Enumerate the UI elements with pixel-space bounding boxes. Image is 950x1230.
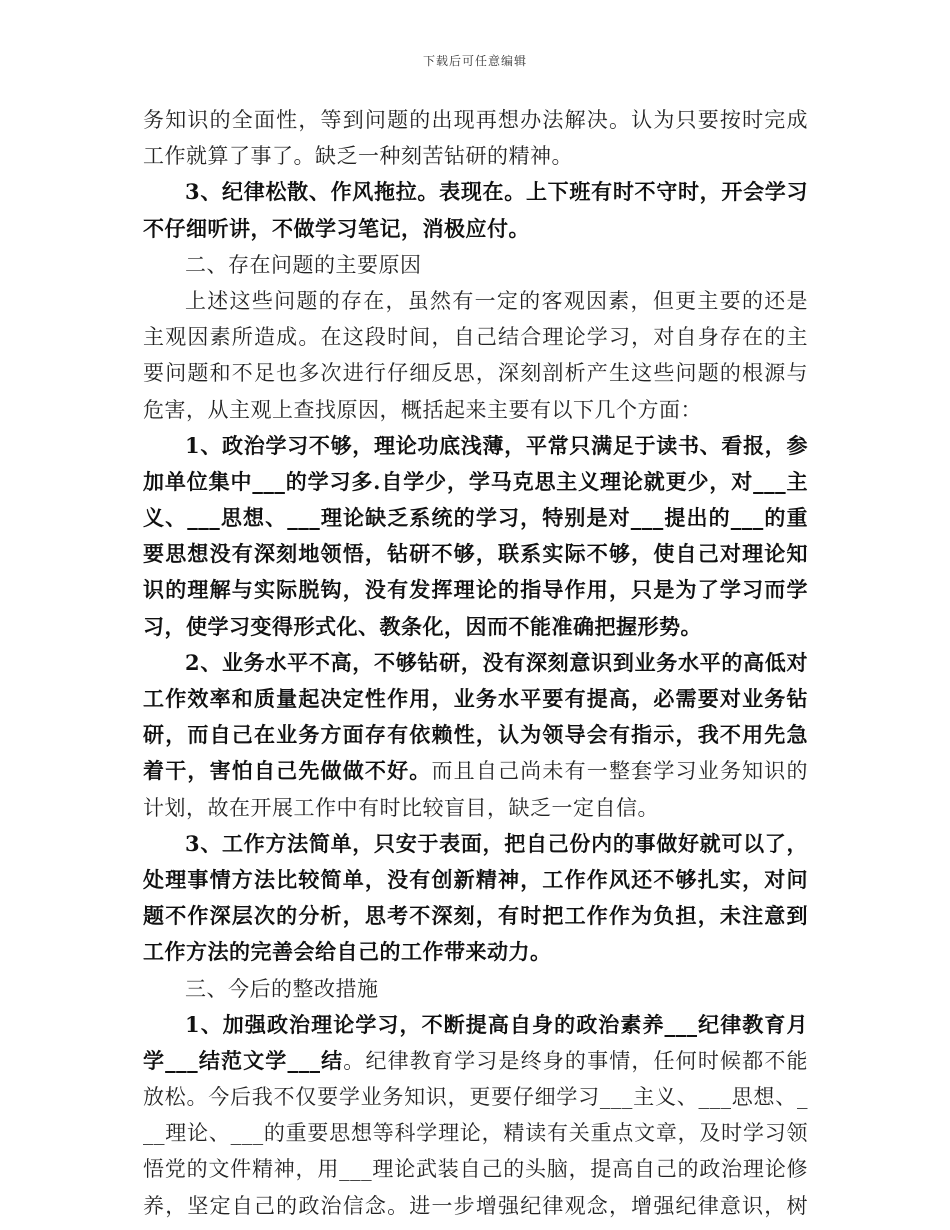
text-line — [143, 826, 808, 862]
text-line — [143, 428, 808, 464]
text-segment: 1、加强政治理论学习，不断提高自身的政治素养___纪律教育月 — [185, 1011, 808, 1037]
text-line — [143, 1043, 808, 1079]
text-segment: 加单位集中___的学习多.自学少，学马克思主义理论就更少，对___主 — [143, 468, 808, 494]
text-line — [143, 1151, 808, 1187]
text-segment: 识的理解与实际脱钩，没有发挥理论的指导作用，只是为了学习而学 — [143, 577, 808, 603]
text-segment: 处理事情方法比较简单，没有创新精神，工作作风还不够扎实，对问 — [143, 866, 808, 892]
text-segment: 要思想没有深刻地领悟，钻研不够，联系实际不够，使自己对理论知 — [143, 541, 808, 567]
text-line — [143, 645, 808, 681]
text-segment: 危害，从主观上查找原因，概括起来主要有以下几个方面： — [143, 397, 702, 422]
text-line — [143, 1079, 808, 1115]
text-line — [143, 1115, 808, 1151]
text-segment: 计划，故在开展工作中有时比较盲目，缺乏一定自信。 — [143, 795, 659, 820]
text-line — [143, 500, 808, 536]
text-segment: 着干，害怕自己先做做不好。 — [143, 758, 432, 784]
text-line — [143, 464, 808, 500]
text-line — [143, 971, 808, 1007]
text-line — [143, 717, 808, 753]
text-segment: 工作就算了事了。缺乏一种刻苦钻研的精神。 — [143, 144, 573, 169]
text-line — [143, 1188, 808, 1224]
text-segment: 3、工作方法简单，只安于表面，把自己份内的事做好就可以了， — [185, 830, 808, 856]
text-line — [143, 753, 808, 789]
text-line — [143, 934, 808, 970]
text-line — [143, 790, 808, 826]
text-segment: 养，坚定自己的政治信念。进一步增强纪律观念，增强纪律意识，树 — [143, 1193, 808, 1218]
text-segment: 务知识的全面性，等到问题的出现再想办法解决。认为只要按时完成 — [143, 108, 808, 132]
text-segment: 上述这些问题的存在，虽然有一定的客观因素，但更主要的还是 — [185, 288, 808, 313]
text-segment: 学___结范文学___结 — [143, 1047, 344, 1073]
text-segment: 。纪律教育学习是终身的事情，任何时候都不能 — [343, 1048, 809, 1073]
text-segment: 义、___思想、___理论缺乏系统的学习，特别是对___提出的___的重 — [143, 505, 808, 531]
text-line — [143, 247, 808, 283]
text-segment: 题不作深层次的分析，思考不深刻，有时把工作作为负担，未注意到 — [143, 903, 808, 929]
text-segment: 1、政治学习不够，理论功底浅薄，平常只满足于读书、看报，参 — [185, 432, 808, 458]
text-segment: 习，使学习变得形式化、教条化，因而不能准确把握形势。 — [143, 613, 702, 639]
text-line — [143, 609, 808, 645]
text-segment: 三、今后的整改措施 — [185, 976, 379, 1001]
text-line — [143, 392, 808, 428]
text-segment: __理论、___的重要思想等科学理论，精读有关重点文章，及时学习领 — [143, 1121, 808, 1146]
text-line — [143, 138, 808, 174]
text-segment: 放松。今后我不仅要学业务知识，更要仔细学习___主义、___思想、_ — [143, 1085, 808, 1110]
text-line — [143, 536, 808, 572]
text-segment: 3、纪律松散、作风拖拉。表现在。上下班有时不守时，开会学习 — [185, 179, 808, 205]
text-line — [143, 681, 808, 717]
text-line — [143, 355, 808, 391]
text-segment: 二、存在问题的主要原因 — [185, 252, 422, 277]
text-line — [143, 102, 808, 138]
text-line — [143, 174, 808, 210]
document-body — [143, 102, 808, 1224]
text-segment: 2、业务水平不高，不够钻研，没有深刻意识到业务水平的高低对 — [185, 649, 808, 675]
text-segment: 工作方法的完善会给自己的工作带来动力。 — [143, 939, 552, 965]
text-segment: 不仔细听讲，不做学习笔记，消极应付。 — [143, 215, 530, 241]
text-segment: 工作效率和质量起决定性作用，业务水平要有提高，必需要对业务钻 — [143, 686, 808, 711]
text-line — [143, 211, 808, 247]
text-line — [143, 1007, 808, 1043]
text-line — [143, 283, 808, 319]
text-line — [143, 572, 808, 608]
text-segment: 要问题和不足也多次进行仔细反思，深刻剖析产生这些问题的根源与 — [143, 361, 808, 386]
page-header-note: 下载后可任意编辑 — [422, 54, 527, 68]
text-segment: 悟党的文件精神，用___理论武装自己的头脑，提高自己的政治理论修 — [143, 1157, 808, 1182]
text-line — [143, 898, 808, 934]
text-segment: 主观因素所造成。在这段时间，自己结合理论学习，对自身存在的主 — [143, 325, 808, 350]
text-line — [143, 319, 808, 355]
text-line — [143, 862, 808, 898]
text-segment: 研，而自己在业务方面存有依赖性，认为领导会有指示，我不用先急 — [143, 722, 808, 748]
text-segment: 而且自己尚未有一整套学习业务知识的 — [431, 759, 809, 784]
